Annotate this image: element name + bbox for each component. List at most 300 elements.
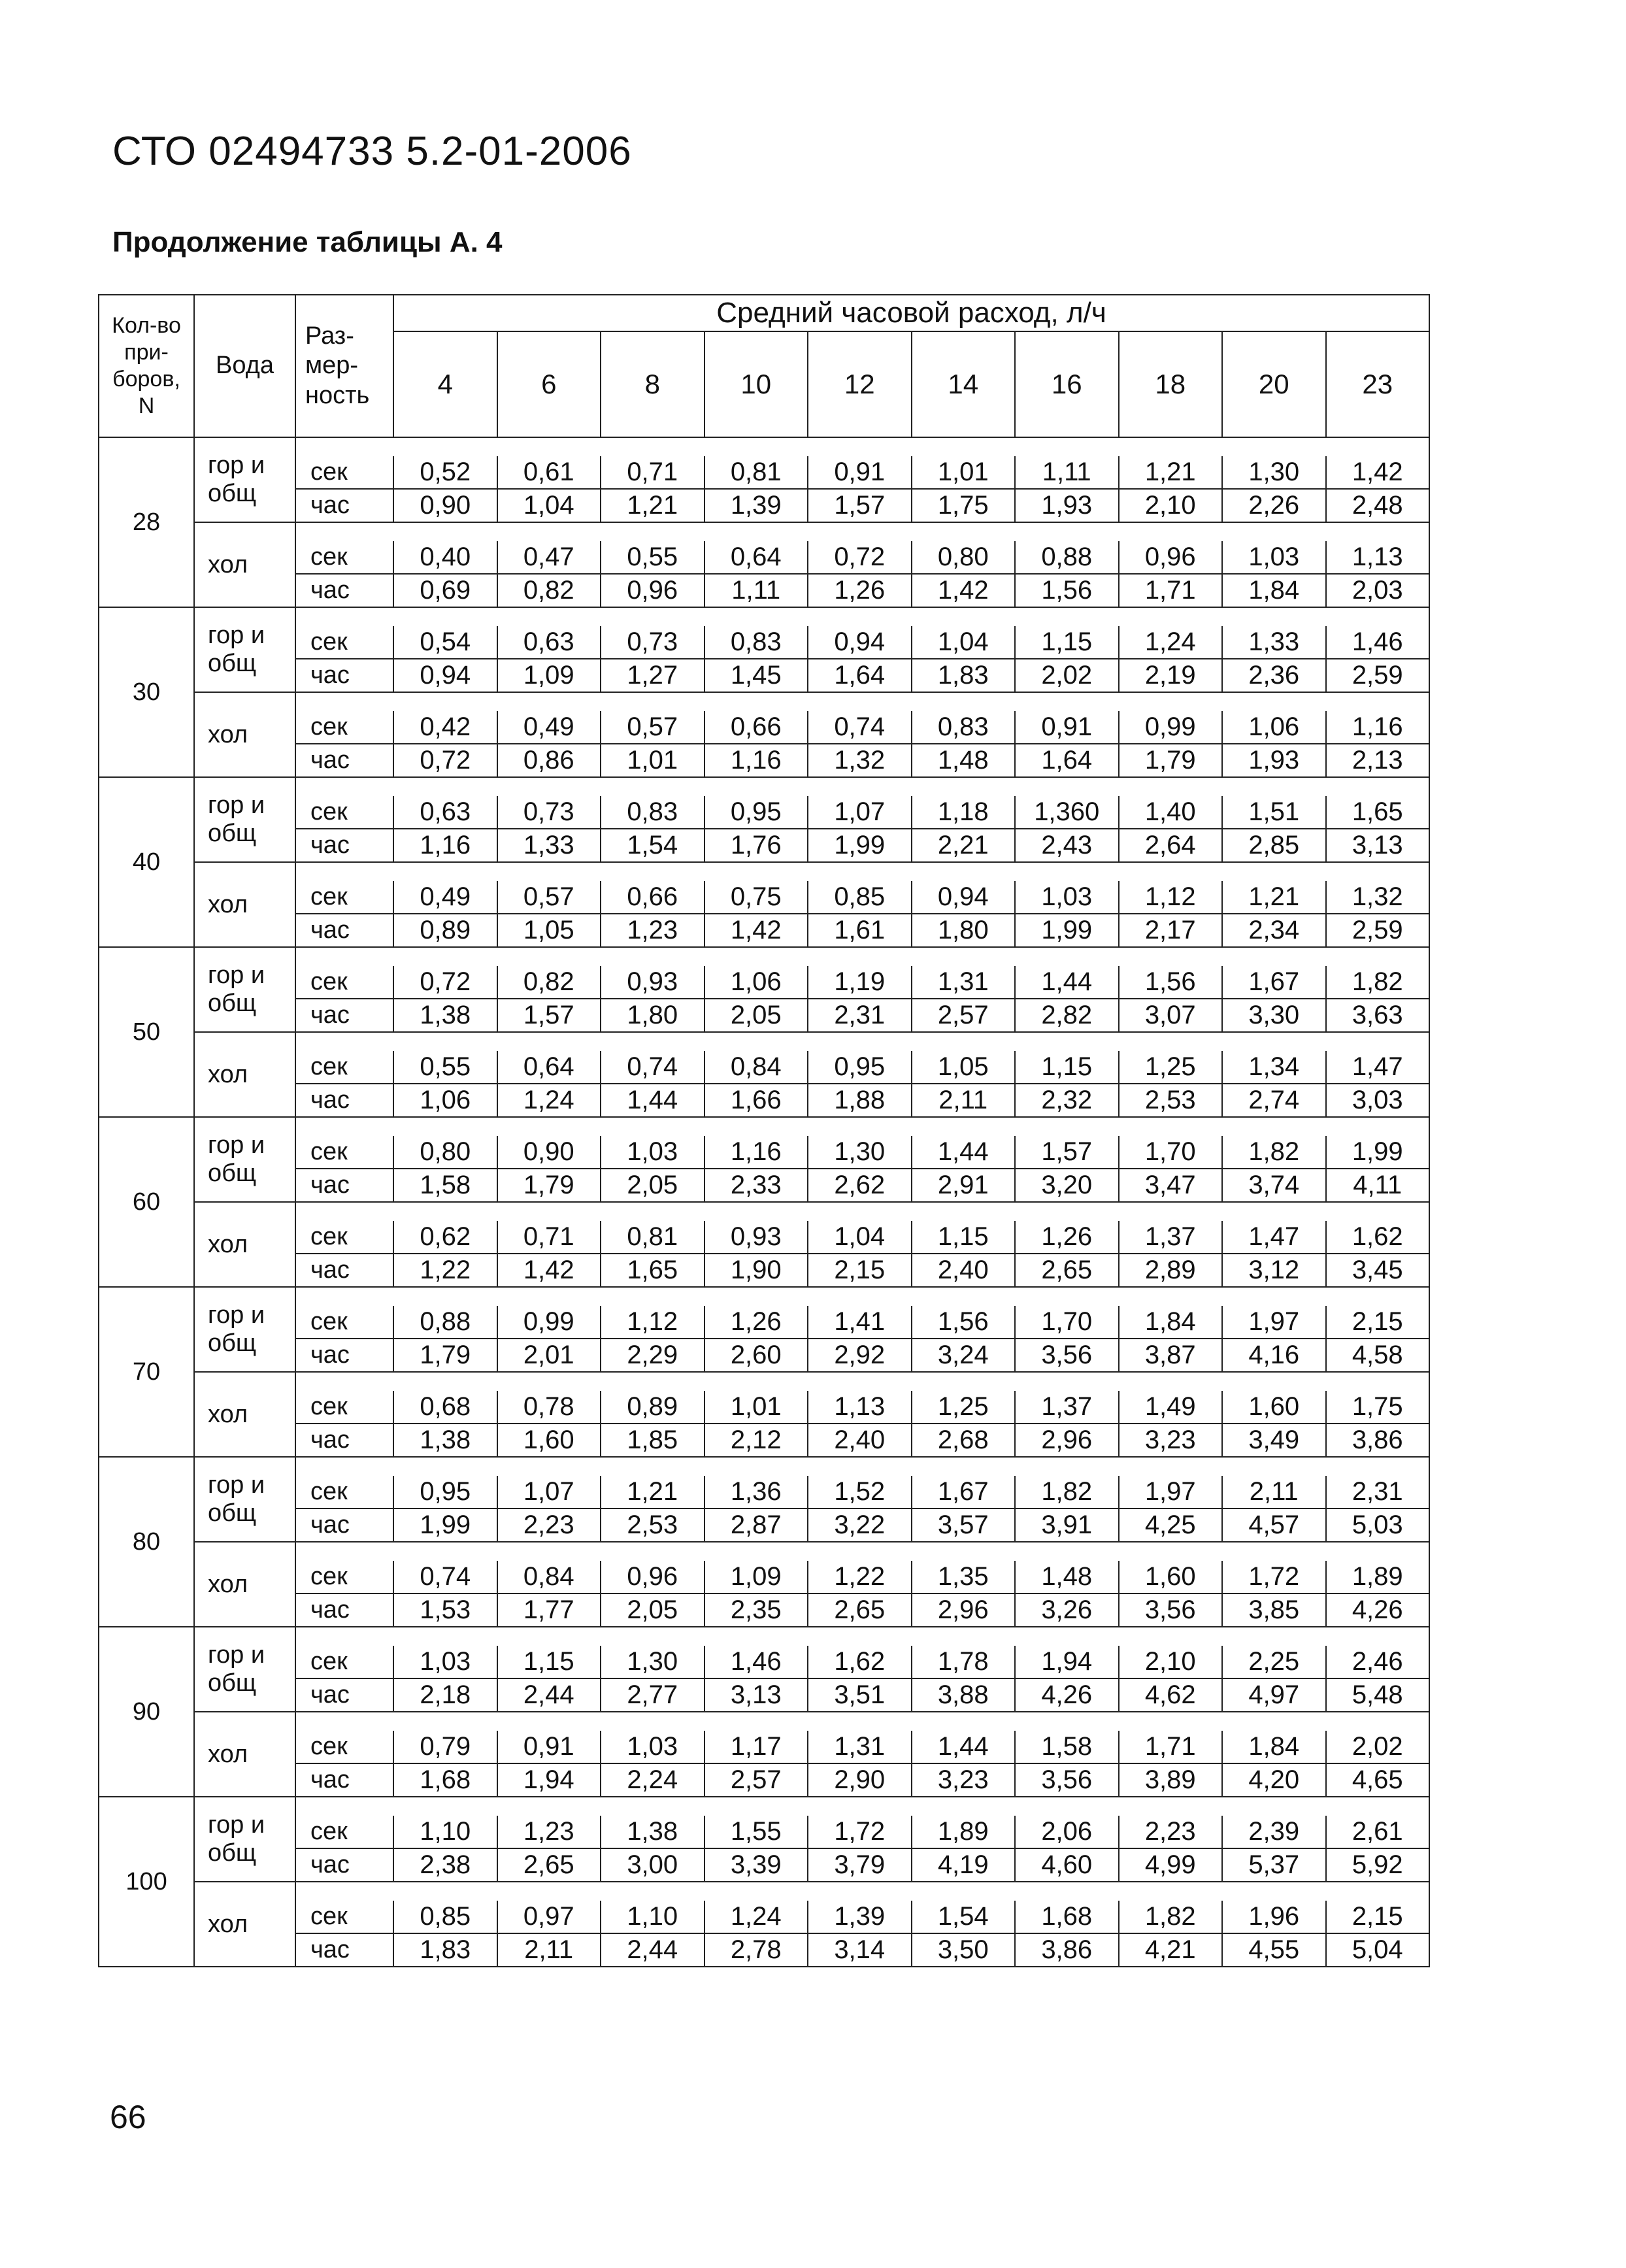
unit-cell: час (295, 914, 393, 947)
value-cell: 1,03 (393, 1646, 497, 1678)
unit-cell: сек (295, 456, 393, 489)
table-row (99, 1901, 1429, 1933)
value-cell: 1,10 (393, 1816, 497, 1848)
value-cell: 2,60 (705, 1339, 808, 1372)
value-cell: 1,80 (601, 999, 705, 1032)
value-cell: 1,17 (705, 1731, 808, 1763)
value-cell: 3,14 (808, 1933, 912, 1967)
value-cell: 0,57 (601, 711, 705, 744)
value-cell: 1,97 (1222, 1306, 1326, 1339)
header-flow-column: 12 (808, 331, 912, 437)
value-cell: 1,21 (1119, 456, 1223, 489)
value-cell: 0,49 (393, 881, 497, 914)
value-cell: 1,26 (705, 1306, 808, 1339)
value-cell: 2,44 (497, 1678, 601, 1712)
value-cell: 1,71 (1119, 1731, 1223, 1763)
value-cell: 3,07 (1119, 999, 1223, 1032)
value-cell: 1,96 (1222, 1901, 1326, 1933)
value-cell: 3,03 (1326, 1084, 1430, 1117)
spacer-cell (295, 862, 1429, 881)
table-row (99, 1424, 1429, 1457)
value-cell: 0,79 (393, 1731, 497, 1763)
device-count-cell: 30 (99, 607, 194, 777)
value-cell: 1,57 (808, 489, 912, 522)
value-cell: 3,00 (601, 1848, 705, 1882)
value-cell: 0,85 (808, 881, 912, 914)
water-type-label: общ (208, 990, 257, 1017)
spacer-row (99, 1627, 1429, 1646)
value-cell: 2,15 (1326, 1306, 1430, 1339)
value-cell: 4,55 (1222, 1933, 1326, 1967)
header-flow-column: 16 (1015, 331, 1119, 437)
water-type-cell: хол (194, 1542, 295, 1627)
value-cell: 1,93 (1222, 744, 1326, 777)
value-cell: 2,31 (1326, 1476, 1430, 1509)
value-cell: 1,09 (705, 1561, 808, 1593)
value-cell: 3,23 (912, 1763, 1016, 1797)
unit-cell: сек (295, 796, 393, 829)
value-cell: 0,83 (912, 711, 1016, 744)
value-cell: 2,06 (1015, 1816, 1119, 1848)
value-cell: 0,89 (393, 914, 497, 947)
value-cell: 1,22 (393, 1254, 497, 1287)
value-cell: 1,62 (808, 1646, 912, 1678)
value-cell: 1,30 (601, 1646, 705, 1678)
water-type-cell: хол (194, 692, 295, 777)
water-type-label: общ (208, 820, 257, 847)
water-type-cell (194, 1457, 295, 1542)
table-row (99, 881, 1429, 914)
table-row (99, 1051, 1429, 1084)
value-cell: 2,92 (808, 1339, 912, 1372)
value-cell: 1,55 (705, 1816, 808, 1848)
value-cell: 1,64 (808, 659, 912, 692)
value-cell: 0,95 (705, 796, 808, 829)
spacer-row (99, 522, 1429, 541)
water-type-label: общ (208, 1839, 257, 1867)
value-cell: 1,62 (1326, 1221, 1430, 1254)
value-cell: 2,21 (912, 829, 1016, 862)
unit-cell: час (295, 1424, 393, 1457)
value-cell: 1,60 (497, 1424, 601, 1457)
value-cell: 1,66 (705, 1084, 808, 1117)
header-flow-column: 4 (393, 331, 497, 437)
value-cell: 1,31 (808, 1731, 912, 1763)
table-row (99, 796, 1429, 829)
value-cell: 0,81 (601, 1221, 705, 1254)
header-avg-hourly-flow: Средний часовой расход, л/ч (393, 295, 1429, 331)
header-flow-column: 18 (1119, 331, 1223, 437)
value-cell: 0,84 (705, 1051, 808, 1084)
value-cell: 0,74 (808, 711, 912, 744)
value-cell: 0,55 (601, 541, 705, 574)
table-row (99, 1221, 1429, 1254)
value-cell: 3,49 (1222, 1424, 1326, 1457)
table-row (99, 966, 1429, 999)
value-cell: 1,88 (808, 1084, 912, 1117)
value-cell: 0,42 (393, 711, 497, 744)
value-cell: 0,75 (705, 881, 808, 914)
value-cell: 0,66 (705, 711, 808, 744)
value-cell: 2,87 (705, 1509, 808, 1542)
value-cell: 1,99 (1015, 914, 1119, 947)
value-cell: 1,25 (1119, 1051, 1223, 1084)
value-cell: 1,65 (601, 1254, 705, 1287)
table-row (99, 829, 1429, 862)
value-cell: 4,20 (1222, 1763, 1326, 1797)
value-cell: 0,82 (497, 574, 601, 607)
value-cell: 1,64 (1015, 744, 1119, 777)
value-cell: 1,12 (601, 1306, 705, 1339)
value-cell: 1,56 (1119, 966, 1223, 999)
value-cell: 1,22 (808, 1561, 912, 1593)
value-cell: 1,49 (1119, 1391, 1223, 1424)
value-cell: 0,78 (497, 1391, 601, 1424)
value-cell: 2,59 (1326, 659, 1430, 692)
value-cell: 2,65 (808, 1593, 912, 1627)
spacer-row (99, 1032, 1429, 1051)
value-cell: 0,47 (497, 541, 601, 574)
unit-cell: час (295, 829, 393, 862)
value-cell: 0,94 (393, 659, 497, 692)
value-cell: 2,40 (808, 1424, 912, 1457)
document-code: СТО 02494733 5.2-01-2006 (112, 129, 632, 174)
value-cell: 3,22 (808, 1509, 912, 1542)
table-row (99, 1254, 1429, 1287)
water-type-cell: хол (194, 1202, 295, 1287)
value-cell: 1,24 (1119, 626, 1223, 659)
value-cell: 4,11 (1326, 1169, 1430, 1202)
value-cell: 1,89 (1326, 1561, 1430, 1593)
value-cell: 3,56 (1119, 1593, 1223, 1627)
value-cell: 0,81 (705, 456, 808, 489)
water-type-cell: хол (194, 1032, 295, 1117)
value-cell: 2,48 (1326, 489, 1430, 522)
value-cell: 1,04 (497, 489, 601, 522)
value-cell: 0,74 (601, 1051, 705, 1084)
unit-cell: сек (295, 1646, 393, 1678)
value-cell: 3,86 (1015, 1933, 1119, 1967)
value-cell: 3,63 (1326, 999, 1430, 1032)
value-cell: 1,30 (808, 1136, 912, 1169)
value-cell: 5,03 (1326, 1509, 1430, 1542)
water-type-cell: хол (194, 1882, 295, 1967)
value-cell: 0,68 (393, 1391, 497, 1424)
spacer-cell (295, 1797, 1429, 1816)
value-cell: 1,36 (705, 1476, 808, 1509)
value-cell: 3,47 (1119, 1169, 1223, 1202)
value-cell: 1,75 (1326, 1391, 1430, 1424)
value-cell: 1,70 (1015, 1306, 1119, 1339)
device-count-cell: 50 (99, 947, 194, 1117)
value-cell: 0,72 (393, 744, 497, 777)
table-row (99, 1306, 1429, 1339)
value-cell: 1,46 (705, 1646, 808, 1678)
unit-cell: сек (295, 541, 393, 574)
spacer-row (99, 1457, 1429, 1476)
value-cell: 1,48 (1015, 1561, 1119, 1593)
spacer-cell (295, 607, 1429, 626)
header-unit-line: ность (305, 381, 370, 409)
spacer-cell (295, 777, 1429, 796)
unit-cell: сек (295, 1561, 393, 1593)
value-cell: 1,11 (705, 574, 808, 607)
value-cell: 3,50 (912, 1933, 1016, 1967)
water-type-cell: хол (194, 1372, 295, 1457)
value-cell: 1,84 (1222, 1731, 1326, 1763)
value-cell: 1,01 (912, 456, 1016, 489)
unit-cell: час (295, 1254, 393, 1287)
value-cell: 1,79 (1119, 744, 1223, 777)
value-cell: 0,40 (393, 541, 497, 574)
unit-cell: сек (295, 711, 393, 744)
value-cell: 3,56 (1015, 1339, 1119, 1372)
water-type-label: общ (208, 1159, 257, 1187)
table-row (99, 659, 1429, 692)
table-row (99, 1561, 1429, 1593)
table-row (99, 1509, 1429, 1542)
value-cell: 0,95 (393, 1476, 497, 1509)
value-cell: 1,48 (912, 744, 1016, 777)
water-type-cell (194, 777, 295, 862)
unit-cell: час (295, 659, 393, 692)
value-cell: 3,45 (1326, 1254, 1430, 1287)
value-cell: 1,27 (601, 659, 705, 692)
spacer-cell (295, 1542, 1429, 1561)
value-cell: 1,79 (393, 1339, 497, 1372)
value-cell: 1,16 (1326, 711, 1430, 744)
spacer-row (99, 692, 1429, 711)
spacer-cell (295, 1032, 1429, 1051)
value-cell: 4,19 (912, 1848, 1016, 1882)
value-cell: 0,91 (808, 456, 912, 489)
value-cell: 2,17 (1119, 914, 1223, 947)
value-cell: 1,26 (808, 574, 912, 607)
value-cell: 0,71 (497, 1221, 601, 1254)
unit-cell: сек (295, 881, 393, 914)
value-cell: 0,61 (497, 456, 601, 489)
value-cell: 0,96 (1119, 541, 1223, 574)
water-type-cell (194, 1117, 295, 1202)
water-type-label: гор и (208, 1811, 265, 1839)
value-cell: 1,56 (1015, 574, 1119, 607)
value-cell: 1,30 (1222, 456, 1326, 489)
value-cell: 1,25 (912, 1391, 1016, 1424)
value-cell: 1,21 (601, 489, 705, 522)
value-cell: 0,80 (393, 1136, 497, 1169)
unit-cell: час (295, 1848, 393, 1882)
value-cell: 2,05 (601, 1593, 705, 1627)
device-count-cell: 40 (99, 777, 194, 947)
header-flow-column: 23 (1326, 331, 1430, 437)
value-cell: 1,67 (1222, 966, 1326, 999)
spacer-cell (295, 437, 1429, 456)
value-cell: 1,01 (705, 1391, 808, 1424)
table-caption: Продолжение таблицы А. 4 (112, 226, 503, 258)
value-cell: 2,39 (1222, 1816, 1326, 1848)
value-cell: 1,34 (1222, 1051, 1326, 1084)
device-count-cell: 28 (99, 437, 194, 607)
value-cell: 3,26 (1015, 1593, 1119, 1627)
value-cell: 2,01 (497, 1339, 601, 1372)
value-cell: 2,05 (705, 999, 808, 1032)
value-cell: 0,73 (497, 796, 601, 829)
value-cell: 4,21 (1119, 1933, 1223, 1967)
value-cell: 0,64 (497, 1051, 601, 1084)
value-cell: 1,38 (601, 1816, 705, 1848)
value-cell: 2,29 (601, 1339, 705, 1372)
value-cell: 1,26 (1015, 1221, 1119, 1254)
value-cell: 3,51 (808, 1678, 912, 1712)
header-device-count-line: N (138, 393, 155, 418)
value-cell: 1,72 (808, 1816, 912, 1848)
value-cell: 0,93 (705, 1221, 808, 1254)
table-row (99, 1136, 1429, 1169)
value-cell: 0,66 (601, 881, 705, 914)
value-cell: 0,52 (393, 456, 497, 489)
value-cell: 4,60 (1015, 1848, 1119, 1882)
spacer-row (99, 1202, 1429, 1221)
table-row (99, 1678, 1429, 1712)
value-cell: 1,79 (497, 1169, 601, 1202)
value-cell: 1,57 (497, 999, 601, 1032)
spacer-row (99, 947, 1429, 966)
value-cell: 1,44 (1015, 966, 1119, 999)
value-cell: 0,71 (601, 456, 705, 489)
table-row (99, 574, 1429, 607)
value-cell: 1,38 (393, 999, 497, 1032)
value-cell: 1,68 (393, 1763, 497, 1797)
value-cell: 1,03 (1015, 881, 1119, 914)
header-unit (295, 295, 393, 437)
value-cell: 0,91 (497, 1731, 601, 1763)
value-cell: 1,04 (912, 626, 1016, 659)
water-type-label: гор и (208, 1131, 265, 1159)
value-cell: 0,49 (497, 711, 601, 744)
value-cell: 1,13 (808, 1391, 912, 1424)
value-cell: 2,65 (1015, 1254, 1119, 1287)
value-cell: 4,26 (1326, 1593, 1430, 1627)
value-cell: 3,13 (1326, 829, 1430, 862)
value-cell: 2,15 (1326, 1901, 1430, 1933)
value-cell: 1,60 (1119, 1561, 1223, 1593)
value-cell: 2,32 (1015, 1084, 1119, 1117)
table-row (99, 626, 1429, 659)
value-cell: 1,99 (1326, 1136, 1430, 1169)
value-cell: 2,46 (1326, 1646, 1430, 1678)
table-row (99, 1933, 1429, 1967)
value-cell: 1,05 (497, 914, 601, 947)
water-type-label: общ (208, 1329, 257, 1357)
value-cell: 1,07 (808, 796, 912, 829)
table-row (99, 1731, 1429, 1763)
spacer-row (99, 1542, 1429, 1561)
value-cell: 1,21 (1222, 881, 1326, 914)
value-cell: 3,91 (1015, 1509, 1119, 1542)
spacer-row (99, 1117, 1429, 1136)
unit-cell: сек (295, 1221, 393, 1254)
value-cell: 3,57 (912, 1509, 1016, 1542)
value-cell: 1,03 (601, 1136, 705, 1169)
water-type-cell (194, 437, 295, 522)
value-cell: 1,83 (912, 659, 1016, 692)
water-type-cell: хол (194, 522, 295, 607)
value-cell: 2,74 (1222, 1084, 1326, 1117)
value-cell: 2,82 (1015, 999, 1119, 1032)
value-cell: 0,94 (808, 626, 912, 659)
value-cell: 1,12 (1119, 881, 1223, 914)
value-cell: 1,57 (1015, 1136, 1119, 1169)
header-device-count-line: при- (124, 340, 169, 365)
value-cell: 3,20 (1015, 1169, 1119, 1202)
value-cell: 1,61 (808, 914, 912, 947)
unit-cell: сек (295, 1391, 393, 1424)
value-cell: 1,09 (497, 659, 601, 692)
value-cell: 3,13 (705, 1678, 808, 1712)
value-cell: 1,51 (1222, 796, 1326, 829)
value-cell: 4,99 (1119, 1848, 1223, 1882)
value-cell: 2,03 (1326, 574, 1430, 607)
value-cell: 0,86 (497, 744, 601, 777)
value-cell: 2,23 (497, 1509, 601, 1542)
value-cell: 2,90 (808, 1763, 912, 1797)
value-cell: 1,32 (1326, 881, 1430, 914)
value-cell: 1,93 (1015, 489, 1119, 522)
table-header (99, 295, 1429, 437)
value-cell: 1,45 (705, 659, 808, 692)
unit-cell: сек (295, 1731, 393, 1763)
table-row (99, 1763, 1429, 1797)
water-type-label: общ (208, 650, 257, 677)
table-row (99, 744, 1429, 777)
table-row (99, 489, 1429, 522)
value-cell: 0,88 (1015, 541, 1119, 574)
unit-cell: сек (295, 1051, 393, 1084)
spacer-row (99, 862, 1429, 881)
value-cell: 1,15 (912, 1221, 1016, 1254)
value-cell: 1,32 (808, 744, 912, 777)
value-cell: 1,94 (497, 1763, 601, 1797)
value-cell: 2,02 (1015, 659, 1119, 692)
value-cell: 2,10 (1119, 489, 1223, 522)
water-type-cell (194, 1797, 295, 1882)
value-cell: 2,89 (1119, 1254, 1223, 1287)
value-cell: 0,62 (393, 1221, 497, 1254)
spacer-row (99, 1712, 1429, 1731)
value-cell: 1,77 (497, 1593, 601, 1627)
value-cell: 1,31 (912, 966, 1016, 999)
spacer-cell (295, 1712, 1429, 1731)
unit-cell: час (295, 489, 393, 522)
table-row (99, 1848, 1429, 1882)
spacer-cell (295, 1457, 1429, 1476)
spacer-cell (295, 947, 1429, 966)
value-cell: 1,44 (601, 1084, 705, 1117)
value-cell: 1,03 (601, 1731, 705, 1763)
value-cell: 2,11 (497, 1933, 601, 1967)
value-cell: 0,64 (705, 541, 808, 574)
value-cell: 2,11 (912, 1084, 1016, 1117)
value-cell: 0,54 (393, 626, 497, 659)
table-row (99, 999, 1429, 1032)
value-cell: 2,02 (1326, 1731, 1430, 1763)
value-cell: 2,25 (1222, 1646, 1326, 1678)
value-cell: 1,33 (497, 829, 601, 862)
value-cell: 0,85 (393, 1901, 497, 1933)
spacer-row (99, 437, 1429, 456)
value-cell: 2,59 (1326, 914, 1430, 947)
header-flow-column: 6 (497, 331, 601, 437)
